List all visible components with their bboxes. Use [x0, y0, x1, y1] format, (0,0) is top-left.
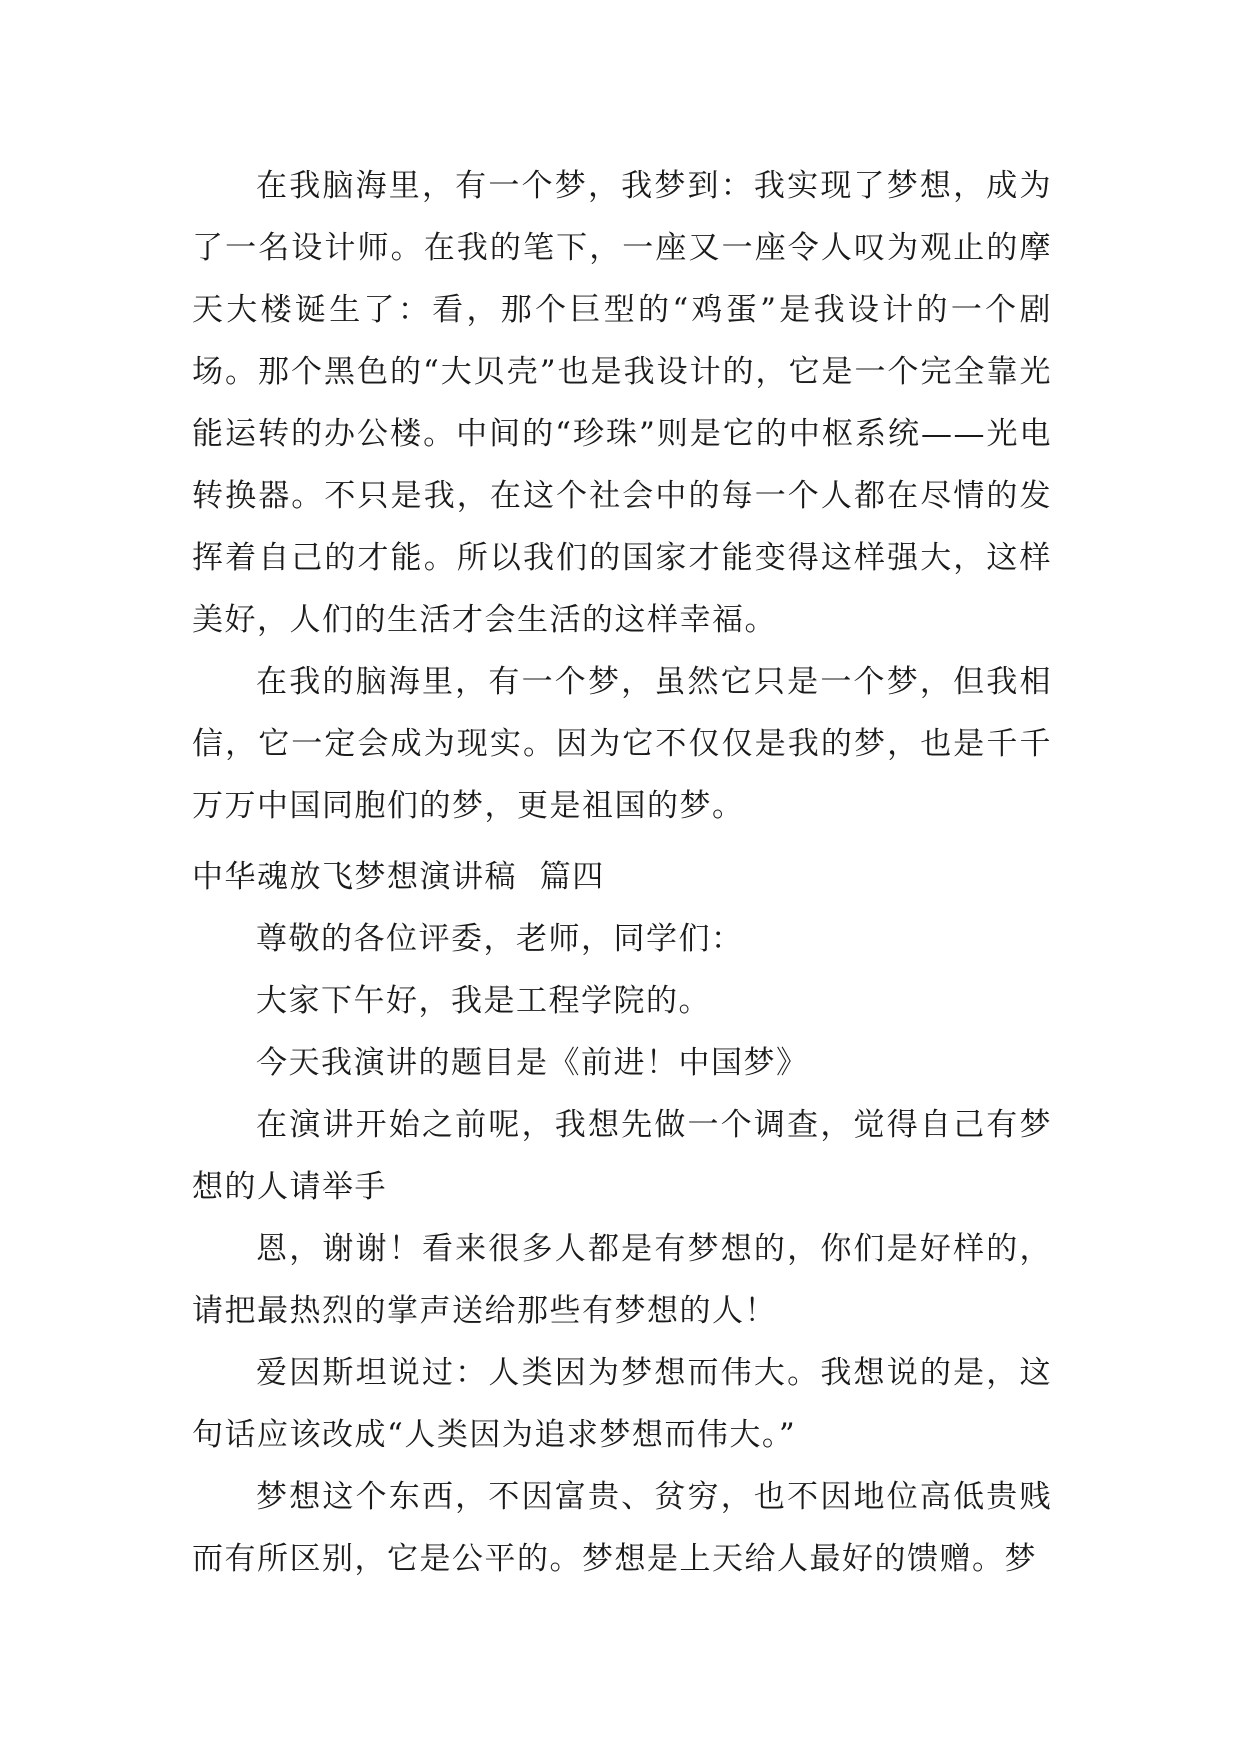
- paragraph: 尊敬的各位评委，老师，同学们：: [256, 921, 744, 957]
- paragraph: 爱因斯坦说过：人类因为梦想而伟大。我想说的是，这句话应该改成“人类因为追求梦想而伟大。”: [192, 1355, 1052, 1453]
- paragraph: 恩，谢谢！看来很多人都是有梦想的，你们是好样的，请把最热烈的掌声送给那些有梦想的人！: [192, 1231, 1052, 1329]
- section-title: 中华魂放飞梦想演讲稿 篇四: [192, 859, 605, 895]
- paragraph: 在我脑海里，有一个梦，我梦到：我实现了梦想，成为了一名设计师。在我的笔下，一座又一座令人叹为观止的摩天大楼诞生了：看，那个巨型的“鸡蛋”是我设计的一个剧场。那个黑色的“大贝壳”也是我设计的，它是一个完全靠光能运转的办公楼。中间的“珍珠”则是它的中枢系统——光电转换器。不只是我，在这个社会中的每一个人都在尽情的发挥着自己的才能。所以我们的国家才能变得这样强大，这样美好，人们的生活才会生活的这样幸福。: [192, 168, 1052, 638]
- paragraph: 梦想这个东西，不因富贵、贫穷，也不因地位高低贵贱而有所区别，它是公平的。梦想是上天给人最好的馈赠。梦: [192, 1479, 1052, 1577]
- body-text-bottom: [192, 846, 1052, 1590]
- paragraph: 大家下午好，我是工程学院的。: [256, 983, 711, 1019]
- paragraph: 在演讲开始之前呢，我想先做一个调查，觉得自己有梦想的人请举手: [192, 1107, 1052, 1205]
- body-text-top: [192, 155, 1052, 837]
- paragraph: 在我的脑海里，有一个梦，虽然它只是一个梦，但我相信，它一定会成为现实。因为它不仅仅是我的梦，也是千千万万中国同胞们的梦，更是祖国的梦。: [192, 664, 1052, 824]
- paragraph: 今天我演讲的题目是《前进！中国梦》: [256, 1045, 809, 1081]
